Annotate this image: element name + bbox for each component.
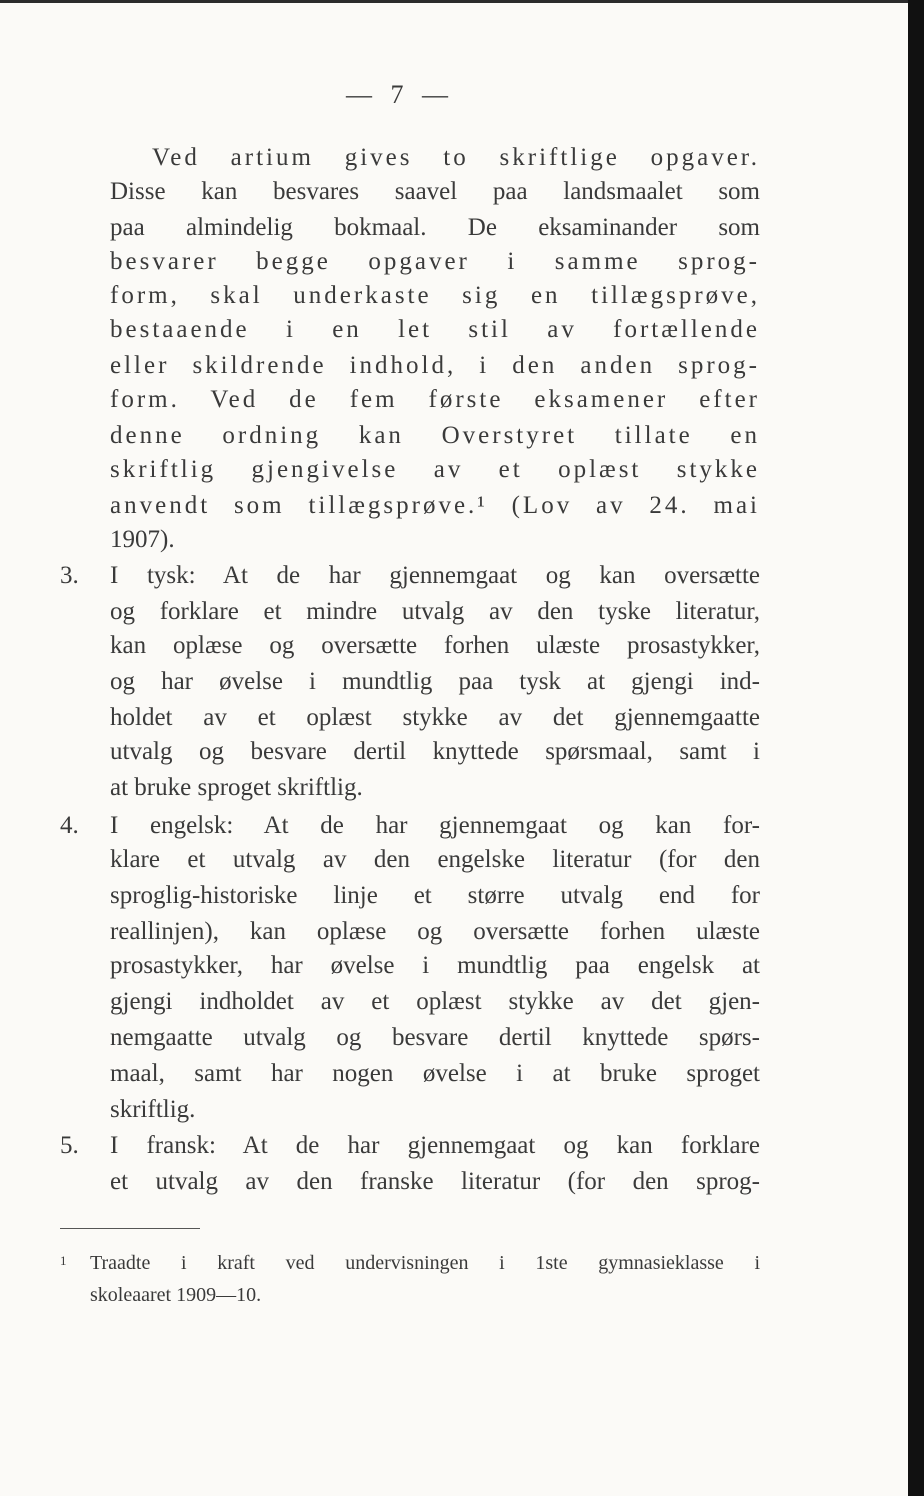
text-line: utvalg og besvare dertil knyttede spørsmaal, samt i [110, 738, 760, 765]
text-line: klare et utvalg av den engelske literatur (for den [110, 846, 760, 873]
item-number: 4. [60, 812, 79, 839]
text-line: denne ordning kan Overstyret tillate en [110, 422, 760, 449]
text-line: I fransk: At de har gjennemgaat og kan forklare [110, 1132, 760, 1159]
text-line: skriftlig. [110, 1096, 196, 1123]
text-line: kan oplæse og oversætte forhen ulæste prosastykker, [110, 632, 760, 659]
text-line: paa almindelig bokmaal. De eksaminander som [110, 214, 760, 241]
text-line: form. Ved de fem første eksamener efter [110, 386, 760, 413]
text-line: bestaaende i en let stil av fortællende [110, 316, 760, 343]
text-line: I engelsk: At de har gjennemgaat og kan for- [110, 812, 760, 839]
text-line: og har øvelse i mundtlig paa tysk at gjengi ind- [110, 668, 760, 695]
text-line: og forklare et mindre utvalg av den tyske literatur, [110, 598, 760, 625]
text-line: I tysk: At de har gjennemgaat og kan oversætte [110, 562, 760, 589]
text-line: Disse kan besvares saavel paa landsmaalet som [110, 178, 760, 205]
text-line: prosastykker, har øvelse i mundtlig paa engelsk at [110, 952, 760, 979]
text-line: 1907). [110, 526, 175, 553]
page-right-edge [908, 0, 924, 1496]
item-number: 5. [60, 1132, 79, 1159]
text-line: besvarer begge opgaver i samme sprog- [110, 248, 760, 275]
page-top-edge [0, 0, 924, 3]
text-line: Ved artium gives to skriftlige opgaver. [152, 144, 760, 171]
text-line: maal, samt har nogen øvelse i at bruke sproget [110, 1060, 760, 1087]
text-line: anvendt som tillægsprøve.¹ (Lov av 24. mai [110, 492, 760, 519]
text-line: skriftlig gjengivelse av et oplæst stykke [110, 456, 760, 483]
text-line: nemgaatte utvalg og besvare dertil knyttede spørs- [110, 1024, 760, 1051]
footnote-rule [60, 1228, 200, 1229]
footnote-line: Traadte i kraft ved undervisningen i 1ste gymnasieklasse i [90, 1252, 760, 1274]
text-line: eller skildrende indhold, i den anden sprog- [110, 352, 760, 379]
page-number: — 7 — [346, 80, 454, 109]
text-line: et utvalg av den franske literatur (for den sprog- [110, 1168, 760, 1195]
text-line: holdet av et oplæst stykke av det gjennemgaatte [110, 704, 760, 731]
item-number: 3. [60, 562, 79, 589]
text-line: gjengi indholdet av et oplæst stykke av det gjen- [110, 988, 760, 1015]
text-line: at bruke sproget skriftlig. [110, 774, 363, 801]
text-line: sproglig-historiske linje et større utvalg end for [110, 882, 760, 909]
text-line: reallinjen), kan oplæse og oversætte forhen ulæste [110, 918, 760, 945]
footnote-marker: 1 [60, 1253, 67, 1268]
text-line: form, skal underkaste sig en tillægsprøve, [110, 282, 760, 309]
footnote-line: skoleaaret 1909—10. [90, 1284, 262, 1306]
